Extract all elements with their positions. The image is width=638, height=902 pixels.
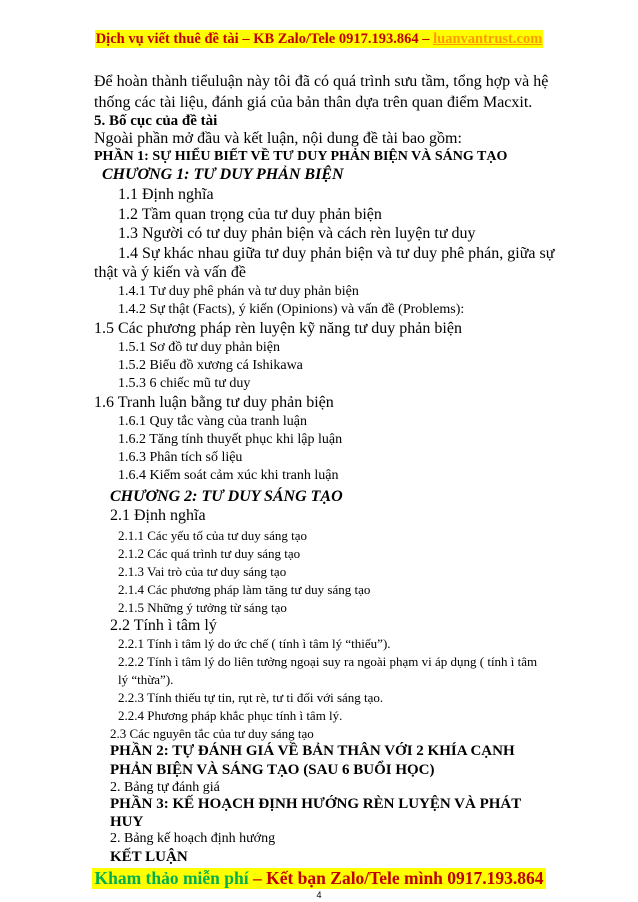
footer-contact-text[interactable]: Kết bạn Zalo/Tele mình 0917.193.864 [266,868,544,888]
toc-subitem: 1.6.2 Tăng tính thuyết phục khi lập luận [118,432,343,447]
toc-subitem: 2.1.4 Các phương pháp làm tăng tư duy sáng tạo [118,582,371,597]
body-line: Ngoài phần mở đầu và kết luận, nội dung đề tài bao gồm: [94,130,462,147]
toc-subitem: 1.6.1 Quy tắc vàng của tranh luận [118,414,307,429]
toc-subitem: 1.4.1 Tư duy phê phán và tư duy phản biện [118,284,359,299]
toc-subitem: 1.4.2 Sự thật (Facts), ý kiến (Opinions) và vấn đề (Problems): [118,302,465,317]
intro-line: Để hoàn thành tiểuluận này tôi đã có quá trình sưu tầm, tổng hợp và hệ [94,73,549,90]
toc-subitem: 2.1.3 Vai trò của tư duy sáng tạo [118,564,287,579]
toc-item: 1.1 Định nghĩa [118,186,214,203]
chapter-heading: CHƯƠNG 2: TƯ DUY SÁNG TẠO [110,488,343,505]
toc-subitem: 1.6.4 Kiểm soát cảm xúc khi tranh luận [118,468,339,483]
conclusion-heading: KẾT LUẬN [110,849,188,865]
page-number: 4 [316,890,322,900]
toc-subitem: 2.2.2 Tính ì tâm lý do liên tưởng ngoại suy ra ngoài phạm vi áp dụng ( tính ì tâm [118,654,538,669]
header-contact-text: KB Zalo/Tele 0917.193.864 [253,31,419,47]
toc-item: 1.3 Người có tư duy phản biện và cách rèn luyện tư duy [118,225,476,242]
header-separator: – [238,31,254,47]
toc-subitem: 1.5.3 6 chiếc mũ tư duy [118,376,251,391]
footer-free-text: Kham thảo miễn phí [94,868,249,888]
chapter-heading: CHƯƠNG 1: TƯ DUY PHẢN BIỆN [102,166,344,183]
intro-line: thống các tài liệu, đánh giá của bản thân dựa trên quan điểm Macxit. [94,94,533,111]
part-heading-continued: HUY [110,814,144,830]
toc-subitem: 2.2.1 Tính ì tâm lý do ức chế ( tính ì tâm lý “thiếu”). [118,636,391,651]
header-website-link[interactable]: luanvantrust.com [433,31,543,47]
part-heading-continued: PHẢN BIỆN VÀ SÁNG TẠO (SAU 6 BUỔI HỌC) [110,762,435,778]
section-heading: 5. Bố cục của đề tài [94,113,218,129]
part-heading: PHẦN 1: SỰ HIỂU BIẾT VỀ TƯ DUY PHẢN BIỆN VÀ SÁNG TẠO [94,149,508,164]
toc-item: 2.1 Định nghĩa [110,507,206,524]
toc-item: 1.4 Sự khác nhau giữa tư duy phản biện và tư duy phê phán, giữa sự [118,245,555,262]
toc-item-continued: thật và ý kiến và vấn đề [94,264,246,281]
header-separator: – [418,31,434,47]
toc-item: 1.2 Tầm quan trọng của tư duy phản biện [118,206,382,223]
toc-subitem: 2.1.1 Các yếu tố của tư duy sáng tạo [118,528,308,543]
part-heading: PHẦN 3: KẾ HOẠCH ĐỊNH HƯỚNG RÈN LUYỆN VÀ PHÁT [110,796,522,812]
toc-item: 2. Bảng kế hoạch định hướng [110,831,276,846]
toc-subitem: 2.1.2 Các quá trình tư duy sáng tạo [118,546,301,561]
footer-highlight [92,868,545,889]
toc-subitem: 2.1.5 Những ý tưởng từ sáng tạo [118,600,287,615]
footer-separator: – [248,868,267,888]
toc-item: 2.2 Tính ì tâm lý [110,617,217,634]
footer-banner [0,868,638,889]
header-service-text: Dịch vụ viết thuê đề tài [95,31,239,47]
toc-item: 1.6 Tranh luận bằng tư duy phản biện [94,394,334,411]
toc-subitem-continued: lý “thừa”). [118,672,174,687]
toc-item: 2.3 Các nguyên tắc của tư duy sáng tạo [110,726,314,741]
part-heading: PHẦN 2: TỰ ĐÁNH GIÁ VỀ BẢN THÂN VỚI 2 KHÍA CẠNH [110,743,515,759]
header-banner [0,30,638,48]
toc-subitem: 1.5.1 Sơ đồ tư duy phản biện [118,340,280,355]
toc-item: 2. Bảng tự đánh giá [110,780,220,795]
header-highlight [95,30,544,48]
toc-subitem: 1.5.2 Biểu đồ xương cá Ishikawa [118,358,303,373]
toc-subitem: 2.2.4 Phương pháp khắc phục tính ì tâm lý. [118,708,343,723]
toc-subitem: 2.2.3 Tính thiếu tự tin, rụt rè, tư ti đối với sáng tạo. [118,690,384,705]
toc-item: 1.5 Các phương pháp rèn luyện kỹ năng tư duy phản biện [94,320,462,337]
toc-subitem: 1.6.3 Phân tích số liệu [118,450,243,465]
